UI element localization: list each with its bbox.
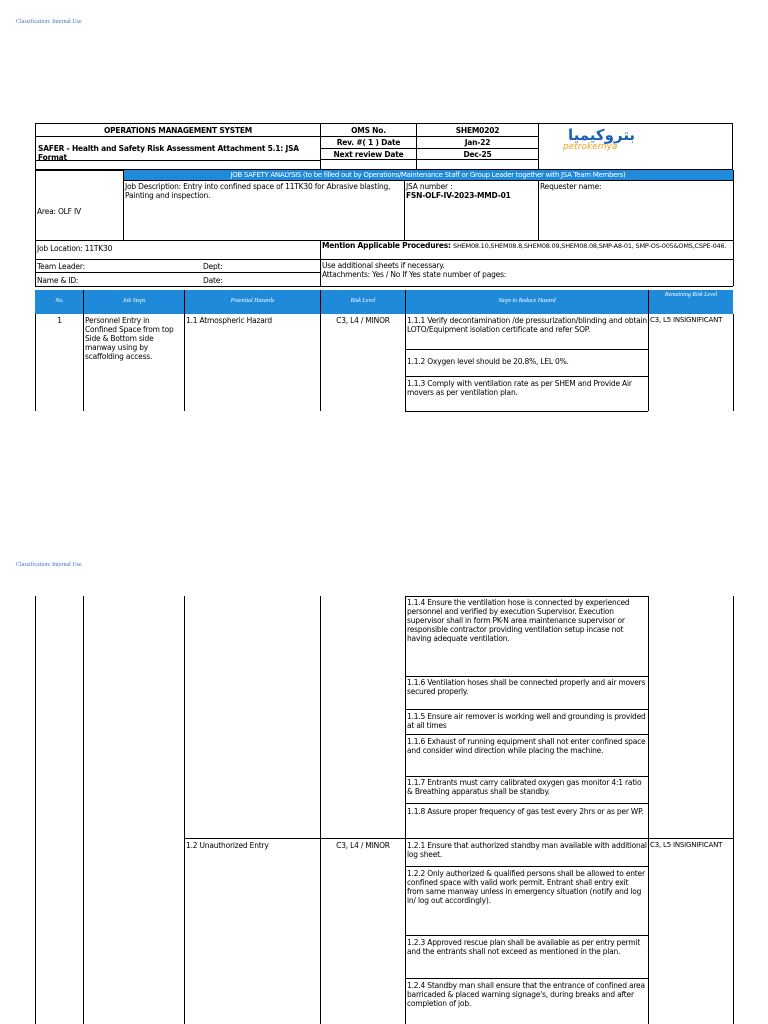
- safer-title: SAFER - Health and Safety Risk Assessment Attachment 5.1: JSA Format: [38, 144, 299, 162]
- step-1-2-3: 1.2.3 Approved rescue plan shall be available as per entry permit and the entrants shall not exceed as mentioned in the plan.: [407, 938, 641, 956]
- step-1-2-2: 1.2.2 Only authorized & qualified persons shall be allowed to enter confined space with valid work permit. Entrant shall entry exit from same manway unless in emergency situation (notify and log in/ log out accordingly).: [407, 869, 645, 905]
- step-1-1-7: 1.1.7 Entrants must carry calibrated oxygen gas monitor 4:1 ratio & Breathing apparatus shall be standby.: [407, 778, 642, 796]
- step-1-1-1: 1.1.1 Verify decontamination /de pressurization/blinding and obtain LOTO/Equipment isolation certificate and refer SOP.: [407, 316, 647, 334]
- col-potential-hazards: Potential Hazards: [185, 298, 320, 304]
- jsa-number: FSN-OLF-IV-2023-MMD-01: [406, 191, 511, 200]
- step-1-1-6a: 1.1.6 Ventilation hoses shall be connected properly and air movers secured properly.: [407, 678, 646, 696]
- risk-level-1: C3, L4 / MINOR: [336, 316, 390, 325]
- team-leader-field: Team Leader:: [37, 262, 85, 271]
- step-1-1-2: 1.1.2 Oxygen level should be 20.8%, LEL 0%.: [407, 357, 569, 366]
- classification-label-page2: Classification: Internal Use: [16, 562, 82, 568]
- date-field: Date:: [203, 276, 223, 285]
- remaining-risk-1: C3, L5 INSIGNIFICANT: [650, 316, 723, 324]
- remaining-risk-2: C3, L5 INSIGNIFICANT: [650, 841, 723, 849]
- oms-no-value: SHEM0202: [455, 126, 500, 135]
- rev-value: Jan-22: [464, 138, 491, 147]
- step-1-1-5: 1.1.5 Ensure air remover is working well and grounding is provided at all times: [407, 712, 646, 730]
- area-field: Area: OLF IV: [37, 207, 81, 216]
- job-step-text: Personnel Entry in Confined Space from top Side & Bottom side manway using by scaffolding access.: [85, 316, 174, 361]
- rev-label: Rev. #( 1 ) Date: [336, 138, 401, 147]
- jsa-banner: JOB SAFETY ANALYSIS (to be filled out by Operations/Maintenance Staff or Group Leader together with JSA Team Members): [123, 170, 733, 180]
- next-review-value: Dec-25: [463, 150, 492, 159]
- next-review-label: Next review Date: [333, 150, 404, 159]
- col-no: No.: [36, 298, 83, 304]
- requester-field: Requester name:: [540, 182, 602, 191]
- dept-field: Dept:: [203, 262, 223, 271]
- step-1-2-4: 1.2.4 Standby man shall ensure that the entrance of confined area barricaded & placed warning signage's, during breaks and after completion of job.: [407, 981, 645, 1008]
- step-number: 1: [57, 316, 62, 325]
- col-steps-reduce: Steps to Reduce Hazard: [406, 298, 648, 304]
- procedures-field: [322, 241, 730, 251]
- hazard-unauthorized-entry: 1.2 Unauthorized Entry: [186, 841, 269, 850]
- job-location: Job Location: 11TK30: [37, 244, 113, 253]
- risk-level-2: C3, L4 / MINOR: [336, 841, 390, 850]
- oms-title: OPERATIONS MANAGEMENT SYSTEM: [103, 126, 253, 135]
- procedures-label: Mention Applicable Procedures:: [322, 241, 451, 250]
- jsa-number-label: JSA number :: [406, 182, 453, 191]
- classification-label: Classification: Internal Use: [16, 19, 82, 25]
- step-1-1-3: 1.1.3 Comply with ventilation rate as per SHEM and Provide Air movers as per ventilation plan.: [407, 379, 632, 397]
- hazard-atmospheric: 1.1 Atmospheric Hazard: [186, 316, 272, 325]
- additional-sheets-note: Use additional sheets if necessary.: [322, 261, 445, 270]
- step-1-1-6b: 1.1.6 Exhaust of running equipment shall not enter confined space and consider wind direction while placing the machine.: [407, 737, 646, 755]
- attachments-field: Attachments: Yes / No If Yes state number of pages:: [322, 270, 507, 279]
- job-description: Job Description: Entry into confined space of 11TK30 for Abrasive blasting, Painting and inspection.: [125, 182, 391, 200]
- col-risk-level: Risk Level: [321, 298, 405, 304]
- step-1-2-1: 1.2.1 Ensure that authorized standby man available with additional log sheet.: [407, 841, 647, 859]
- company-logo-arabic: بتروكيميا: [568, 126, 636, 144]
- col-remaining-risk: Remaining Risk Level: [649, 292, 733, 298]
- col-job-steps: Job Steps: [84, 298, 184, 304]
- company-logo-english: petrokemya: [563, 142, 618, 152]
- step-1-1-4: 1.1.4 Ensure the ventilation hose is connected by experienced personnel and verified by execution Supervisor. Execution supervisor shall in form PK-N area maintenance supervisor or responsible contractor providing ventilation setup incase not having adequate ventilation.: [407, 598, 630, 643]
- procedures-list: SHEM08.10,SHEM08.8,SHEM08.09,SHEM08.08,SMP-A8-01, SMP-OS-005&OMS,CSPE-046.: [453, 242, 727, 250]
- oms-no-label: OMS No.: [351, 126, 386, 135]
- name-id-field: Name & ID:: [37, 276, 79, 285]
- step-1-1-8: 1.1.8 Assure proper frequency of gas test every 2hrs or as per WP.: [407, 807, 644, 816]
